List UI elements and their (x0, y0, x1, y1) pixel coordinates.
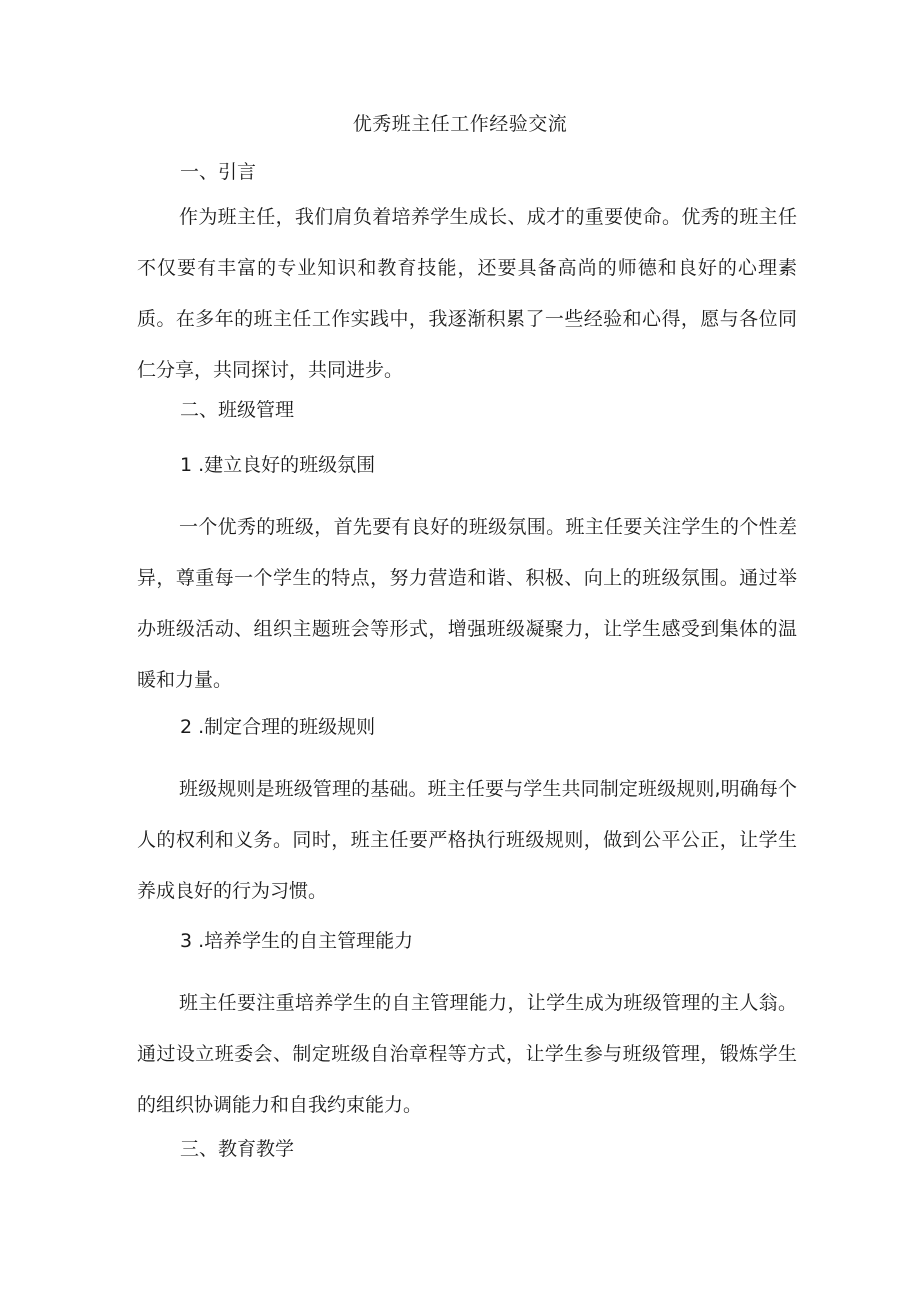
section-heading-teaching: 三、教育教学 (180, 1138, 295, 1160)
section-heading-class-management: 二、班级管理 (180, 399, 295, 421)
subsection-heading-2: 2 .制定合理的班级规则 (180, 716, 376, 738)
subsection-heading-1: 1 .建立良好的班级氛围 (180, 454, 376, 476)
document-title: 优秀班主任工作经验交流 (352, 113, 568, 135)
subsection-paragraph-2: 班级规则是班级管理的基础。班主任要与学生共同制定班级规则,明确每个人的权利和义务。同时，班主任要严格执行班级规则，做到公平公正，让学生养成良好的行为习惯。 (137, 778, 797, 902)
section-heading-intro: 一、引言 (180, 161, 257, 183)
subsection-paragraph-1: 一个优秀的班级，首先要有良好的班级氛围。班主任要关注学生的个性差异，尊重每一个学生的特点，努力营造和谐、积极、向上的班级氛围。通过举办班级活动、组织主题班会等形式，增强班级凝聚力，让学生感受到集体的温暖和力量。 (137, 516, 797, 691)
subsection-paragraph-3: 班主任要注重培养学生的自主管理能力，让学生成为班级管理的主人翁。通过设立班委会、制定班级自治章程等方式，让学生参与班级管理，锻炼学生的组织协调能力和自我约束能力。 (137, 992, 797, 1116)
subsection-heading-3: 3 .培养学生的自主管理能力 (180, 930, 414, 952)
intro-paragraph: 作为班主任，我们肩负着培养学生成长、成才的重要使命。优秀的班主任不仅要有丰富的专业知识和教育技能，还要具备高尚的师德和良好的心理素质。在多年的班主任工作实践中，我逐渐积累了一些经验和心得，愿与各位同仁分享，共同探讨，共同进步。 (137, 206, 797, 381)
